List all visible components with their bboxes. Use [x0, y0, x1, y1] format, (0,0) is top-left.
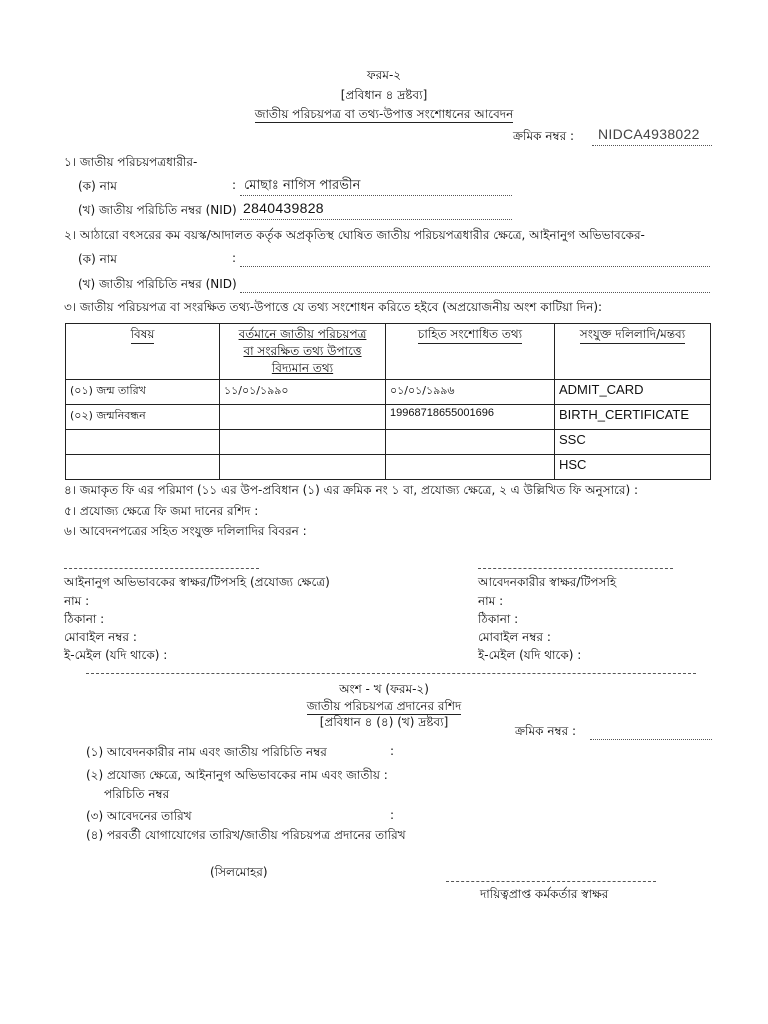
partb-item-1-colon: : [390, 744, 395, 758]
section1-heading: ১। জাতীয় পরিচয়পত্রধারীর- [64, 155, 198, 169]
section3-heading: ৩। জাতীয় পরিচয়পত্র বা সংরক্ষিত তথ্য-উপাত্তে যে তথ্য সংশোধন করিতে হইবে (অপ্রয়োজনীয় অংশ কাটিয়া দিন): [64, 300, 603, 314]
section6-text: ৬। আবেদনপত্রের সহিত সংযুক্ত দলিলাদির বিবরন : [64, 524, 307, 538]
table-header-row [66, 324, 711, 380]
section4-text: ৪। জমাকৃত ফি এর পরিমাণ (১১ এর উপ-প্রবিধান (১) এর ক্রমিক নং ১ বা, প্রযোজ্য ক্ষেত্রে, ২ এ উল্লিখিত ফি অনুসারে) : [64, 483, 639, 497]
cell-attachment: ADMIT_CARD [555, 380, 711, 405]
partb-item-1: (১) আবেদনকারীর নাম এবং জাতীয় পরিচিতি নম্বর [86, 745, 327, 759]
guardian-title: আইনানুগ অভিভাবকের স্বাক্ষর/টিপসহি (প্রযোজ্য ক্ষেত্রে) [64, 575, 330, 589]
cell-current [220, 405, 386, 430]
table-row [66, 405, 711, 430]
partb-serial-label: ক্রমিক নম্বর : [515, 724, 577, 738]
cell-attachment: BIRTH_CERTIFICATE [555, 405, 711, 430]
partb-heading: জাতীয় পরিচয়পত্র প্রদানের রশিদ [306, 699, 462, 713]
partb-rule: [প্রবিধান ৪ (৪) (খ) দ্রষ্টব্য] [319, 715, 449, 729]
cell-subject [66, 430, 220, 455]
form-title: ফরম-২ [366, 68, 402, 82]
s2-name-dotline [240, 266, 710, 267]
s1-nid-dotline [240, 219, 512, 220]
form-rule: [প্রবিধান ৪ দ্রষ্টব্য] [340, 88, 428, 102]
partb-title: অংশ - খ (ফরম-২) [339, 682, 429, 696]
serial-label: ক্রমিক নম্বর : [513, 129, 575, 143]
partb-item-3: (৩) আবেদনের তারিখ [86, 809, 192, 823]
cell-requested [386, 455, 555, 480]
seal-label: (সিলমোহর) [210, 865, 268, 879]
applicant-email: ই-মেইল (যদি থাকে) : [478, 648, 582, 662]
s1-nid-label: (খ) জাতীয় পরিচিতি নম্বর (NID) [78, 203, 237, 217]
serial-dotline [592, 145, 712, 146]
applicant-name: নাম : [478, 594, 504, 608]
cell-current: ১১/০১/১৯৯০ [220, 380, 386, 405]
table-row [66, 430, 711, 455]
s1-name-colon: : [232, 178, 237, 192]
serial-value: NIDCA4938022 [598, 126, 700, 142]
partb-item-2b: পরিচিতি নম্বর [104, 787, 170, 801]
cell-attachment: HSC [555, 455, 711, 480]
s2-name-label: (ক) নাম [78, 252, 117, 266]
s2-nid-dotline [240, 292, 710, 293]
guardian-email: ই-মেইল (যদি থাকে) : [64, 648, 168, 662]
cut-line [86, 673, 696, 674]
section5-text: ৫। প্রযোজ্য ক্ষেত্রে ফি জমা দানের রশিদ : [64, 504, 259, 518]
cell-attachment: SSC [555, 430, 711, 455]
cell-requested: ০১/০১/১৯৯৬ [386, 380, 555, 405]
form-heading: জাতীয় পরিচয়পত্র বা তথ্য-উপাত্ত সংশোধনের আবেদন [254, 107, 514, 121]
officer-sign-line [446, 881, 656, 882]
applicant-mobile: মোবাইল নম্বর : [478, 630, 551, 644]
guardian-sign-line [64, 568, 259, 569]
applicant-title: আবেদনকারীর স্বাক্ষর/টিপসহি [478, 575, 617, 589]
applicant-address: ঠিকানা : [478, 612, 519, 626]
officer-sign-label: দায়িত্বপ্রাপ্ত কর্মকর্তার স্বাক্ষর [480, 887, 609, 901]
applicant-sign-line [478, 568, 673, 569]
guardian-name: নাম : [64, 594, 90, 608]
cell-requested [386, 430, 555, 455]
correction-table [65, 323, 711, 480]
cell-requested: 19968718655001696 [386, 405, 555, 430]
s1-name-dotline [240, 195, 512, 196]
s1-name-label: (ক) নাম [78, 179, 117, 193]
section2-heading: ২। আঠারো বৎসরের কম বয়স্ক/আদালত কর্তৃক অপ্রকৃতিস্থ ঘোষিত জাতীয় পরিচয়পত্রধারীর ক্ষেত্রে, আইনানুগ অভিভাবকের- [64, 228, 645, 242]
guardian-mobile: মোবাইল নম্বর : [64, 630, 137, 644]
partb-item-2: (২) প্রযোজ্য ক্ষেত্রে, আইনানুগ অভিভাবকের নাম এবং জাতীয় : [86, 768, 388, 782]
col-current: বর্তমানে জাতীয় পরিচয়পত্র বা সংরক্ষিত তথ্য উপাত্তে বিদ্যমান তথ্য [220, 324, 386, 380]
cell-subject [66, 455, 220, 480]
s1-name-value: মোছাঃ নাগিস পারভীন [244, 178, 361, 193]
col-requested: চাহিত সংশোধিত তথ্য [386, 324, 555, 380]
table-row [66, 455, 711, 480]
cell-subject: (০২) জন্মনিবন্ধন [66, 405, 220, 430]
cell-current [220, 430, 386, 455]
cell-current [220, 455, 386, 480]
s1-nid-value: 2840439828 [243, 200, 324, 216]
partb-serial-dotline [590, 739, 712, 740]
partb-item-3-colon: : [390, 808, 395, 822]
cell-subject: (০১) জন্ম তারিখ [66, 380, 220, 405]
form-heading-wrap [0, 106, 768, 126]
table-row [66, 380, 711, 405]
col-attachment: সংযুক্ত দলিলাদি/মন্তব্য [555, 324, 711, 380]
s2-nid-label: (খ) জাতীয় পরিচিতি নম্বর (NID) [78, 277, 237, 291]
partb-item-4: (৪) পরবর্তী যোগাযোগের তারিখ/জাতীয় পরিচয়পত্র প্রদানের তারিখ [86, 828, 406, 842]
col-subject: বিষয় [66, 324, 220, 380]
guardian-address: ঠিকানা : [64, 612, 105, 626]
s2-name-colon: : [232, 251, 237, 265]
